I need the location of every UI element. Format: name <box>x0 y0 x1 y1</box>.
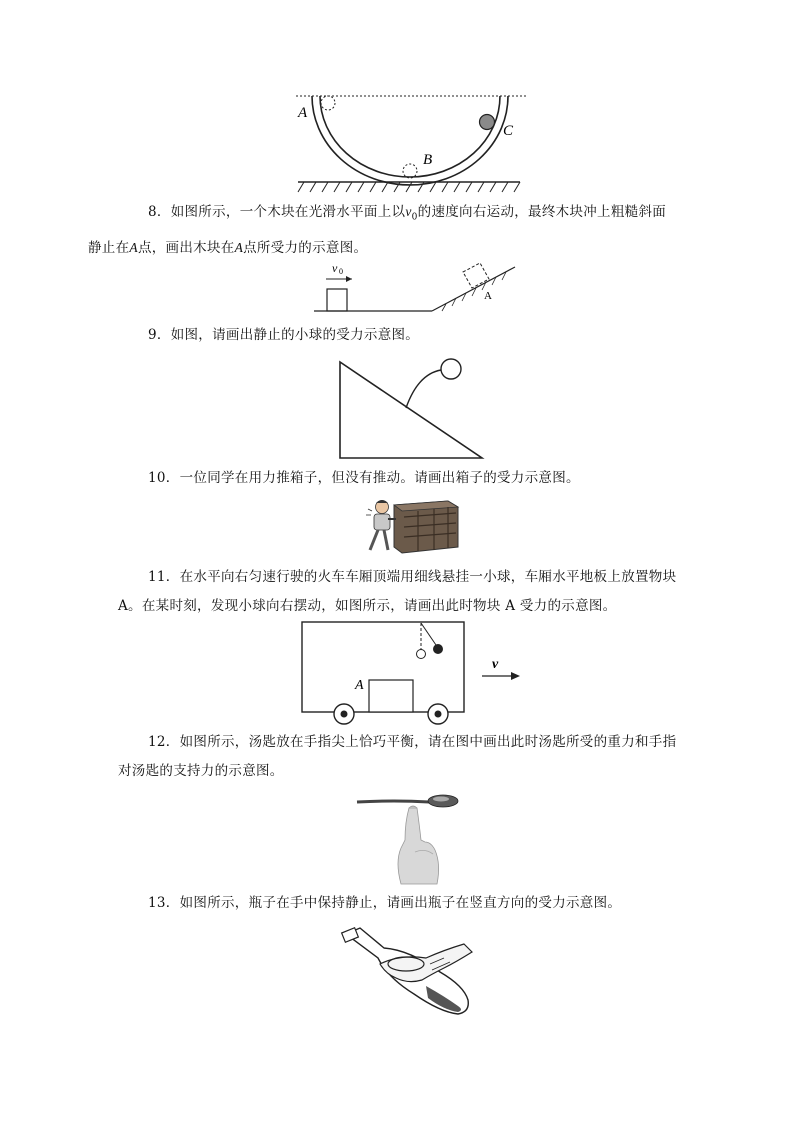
svg-text:0: 0 <box>339 267 343 276</box>
semicircle-track-figure <box>290 90 530 200</box>
label-c: C <box>503 123 514 139</box>
point-a-label: A <box>484 290 492 302</box>
bottle-hand-figure <box>340 924 480 1016</box>
block-a-label: A <box>355 678 364 693</box>
label-a: A <box>298 105 308 121</box>
label-b: B <box>423 152 433 168</box>
question-11: 11．在水平向右匀速行驶的火车车厢顶端用细线悬挂一小球，车厢水平地板上放置物块A。在某时刻，发现小球向右摆动，如图所示，请画出此时物块 A 受力的示意图。 <box>118 569 677 614</box>
triangle-ball-figure <box>336 356 486 460</box>
question-8: 8．如图所示，一个木块在光滑水平面上以$v_0$的速度向右运动，最终木块冲上粗糙斜面 静止在A点，画出木块在A点所受力的示意图。 <box>88 204 667 256</box>
spoon-finger-figure <box>355 792 463 886</box>
question-9: 9．如图，请画出静止的小球的受力示意图。 <box>148 327 420 343</box>
question-12: 12．如图所示，汤匙放在手指尖上恰巧平衡，请在图中画出此时汤匙所受的重力和手指对汤匙的支持力的示意图。 <box>118 734 677 779</box>
question-10: 10．一位同学在用力推箱子，但没有推动。请画出箱子的受力示意图。 <box>148 470 580 486</box>
incline-block-figure <box>310 258 522 318</box>
question-13: 13．如图所示，瓶子在手中保持静止，请画出瓶子在竖直方向的受力示意图。 <box>148 895 622 911</box>
v0-label: v <box>332 261 338 275</box>
velocity-label: v <box>492 657 499 672</box>
pushing-box-figure <box>358 495 462 557</box>
train-car-figure <box>296 618 528 726</box>
